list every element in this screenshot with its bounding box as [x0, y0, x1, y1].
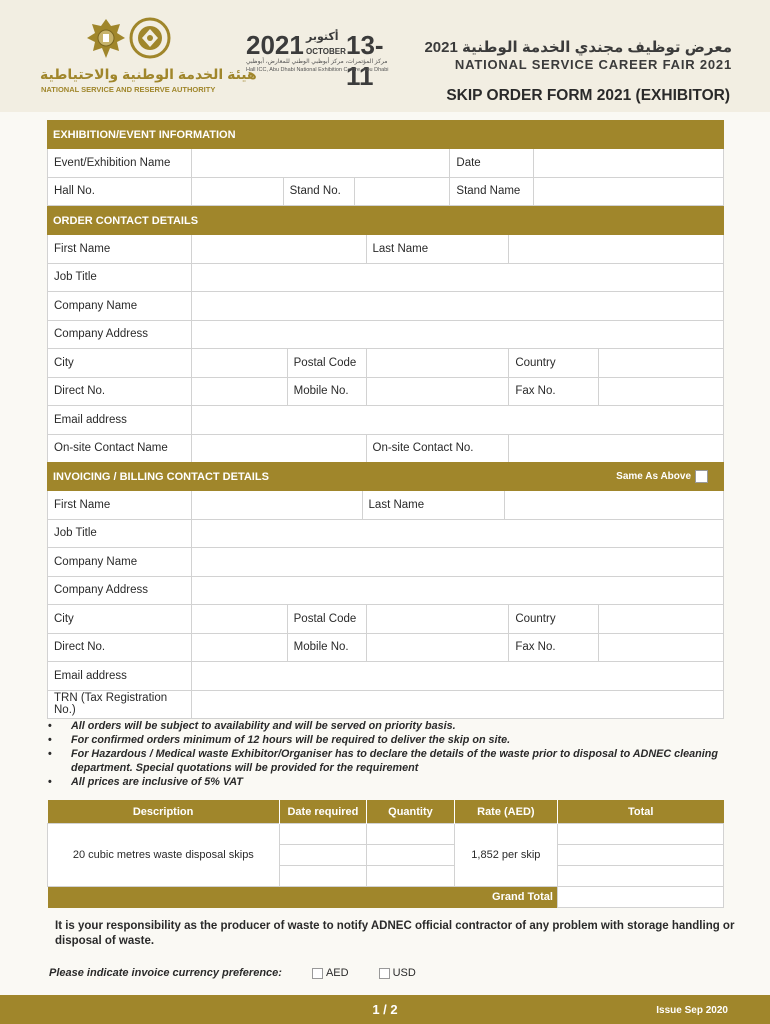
terms-item: • For confirmed orders minimum of 12 hours will be required to deliver the skip on site. [48, 733, 728, 747]
form-row [47, 235, 724, 264]
order-company-address-label: Company Address [54, 328, 148, 341]
form-row [47, 548, 724, 577]
order-country-label: Country [508, 349, 598, 377]
order-country-field[interactable] [598, 349, 724, 377]
order-section-title: ORDER CONTACT DETAILS [47, 206, 724, 235]
aed-label: AED [325, 967, 349, 979]
hall-no-label: Hall No. [54, 185, 95, 198]
billing-company-name-field[interactable] [191, 548, 724, 576]
currency-label: Please indicate invoice currency preference: [49, 967, 282, 979]
responsibility-notice: It is your responsibility as the producer of waste to notify ADNEC official contractor of any problem with storage handling or disposal of waste. [55, 920, 735, 947]
quantity-field[interactable] [367, 845, 455, 866]
stand-name-label: Stand Name [449, 178, 533, 206]
onsite-name-label: On-site Contact Name [54, 442, 168, 455]
form-row [47, 349, 724, 378]
form-row [47, 691, 724, 720]
billing-email-label: Email address [54, 669, 127, 682]
order-job-title-field[interactable] [191, 264, 724, 292]
billing-section-title: INVOICING / BILLING CONTACT DETAILS [53, 470, 269, 483]
page-footer [0, 995, 770, 1024]
uae-falcon-emblem-icon [84, 16, 128, 62]
col-rate: Rate (AED) [454, 800, 557, 824]
form-row [47, 435, 724, 464]
venue-arabic: مركز المؤتمرات، مركز أبوظبي الوطني للمعارض، أبوظبي [246, 59, 388, 65]
billing-postal-code-label: Postal Code [287, 605, 366, 633]
billing-country-field[interactable] [598, 605, 724, 633]
page-number: 1 / 2 [372, 1002, 398, 1017]
order-company-name-label: Company Name [54, 299, 138, 312]
onsite-name-field[interactable] [191, 435, 366, 463]
stand-name-field[interactable] [533, 178, 724, 206]
billing-company-address-field[interactable] [191, 577, 724, 605]
pricing-header-row [48, 800, 724, 824]
form-title: SKIP ORDER FORM 2021 (EXHIBITOR) [446, 87, 730, 104]
exhibition-section-title: EXHIBITION/EVENT INFORMATION [47, 120, 724, 149]
date-field[interactable] [533, 149, 724, 177]
quantity-field[interactable] [367, 824, 455, 845]
order-postal-code-field[interactable] [366, 349, 509, 377]
trn-field[interactable] [191, 691, 724, 719]
issue-date: Issue Sep 2020 [656, 1005, 728, 1016]
grand-total-label: Grand Total [48, 887, 558, 908]
total-field[interactable] [557, 824, 723, 845]
same-as-above-label: Same As Above [616, 471, 691, 482]
date-label: Date [449, 149, 533, 177]
authority-name-arabic: هيئة الخدمة الوطنية والاحتياطية [40, 66, 257, 82]
form-row [47, 634, 724, 663]
billing-city-field[interactable] [191, 605, 287, 633]
onsite-no-label: On-site Contact No. [366, 435, 509, 463]
order-city-field[interactable] [191, 349, 287, 377]
same-as-above-checkbox[interactable] [695, 470, 708, 483]
terms-item: • All prices are inclusive of 5% VAT [48, 775, 728, 789]
billing-job-title-field[interactable] [191, 520, 724, 548]
col-quantity: Quantity [367, 800, 455, 824]
aed-checkbox[interactable] [312, 968, 323, 979]
date-required-field[interactable] [279, 824, 367, 845]
terms-item: • All orders will be subject to availability and will be served on priority basis. [48, 719, 728, 733]
event-month-arabic: أكتوبر [306, 31, 339, 43]
col-description: Description [48, 800, 280, 824]
billing-fax-no-label: Fax No. [508, 634, 598, 662]
form-row [47, 662, 724, 691]
form-row [47, 178, 724, 207]
date-required-field[interactable] [279, 866, 367, 887]
order-first-name-field[interactable] [191, 235, 366, 263]
order-last-name-field[interactable] [508, 235, 724, 263]
terms-list [48, 719, 728, 789]
order-last-name-label: Last Name [366, 235, 509, 263]
order-mobile-no-label: Mobile No. [287, 378, 366, 406]
event-month-english: OCTOBER [306, 47, 346, 56]
order-fax-no-label: Fax No. [508, 378, 598, 406]
order-company-address-field[interactable] [191, 321, 724, 349]
col-total: Total [557, 800, 723, 824]
hall-no-field[interactable] [191, 178, 283, 206]
form-row [47, 577, 724, 606]
billing-section [47, 462, 724, 719]
billing-direct-no-field[interactable] [191, 634, 287, 662]
item-description: 20 cubic metres waste disposal skips [48, 824, 280, 887]
order-email-label: Email address [54, 413, 127, 426]
order-postal-code-label: Postal Code [287, 349, 366, 377]
billing-email-field[interactable] [191, 662, 724, 690]
fair-title-arabic: معرض توظيف مجندي الخدمة الوطنية 2021 [424, 39, 732, 56]
event-year: 2021 [246, 30, 304, 60]
form-row [47, 149, 724, 178]
form-row [47, 605, 724, 634]
order-job-title-label: Job Title [54, 271, 97, 284]
trn-label: TRN (Tax Registration No.) [54, 692, 168, 717]
currency-option-usd[interactable] [379, 967, 416, 979]
grand-total-row [48, 887, 724, 908]
order-company-name-field[interactable] [191, 292, 724, 320]
pricing-row [48, 824, 724, 845]
total-field[interactable] [557, 845, 723, 866]
exhibition-section [47, 120, 724, 463]
event-name-label: Event/Exhibition Name [54, 156, 171, 169]
billing-section-bar [47, 462, 724, 491]
terms-item: • For Hazardous / Medical waste Exhibitor/Organiser has to declare the details of the waste prior to disposal to ADNEC cleaning department. Special quotations will be provided for the requirement [48, 747, 728, 775]
grand-total-field[interactable] [557, 887, 723, 908]
form-row [47, 292, 724, 321]
billing-company-address-label: Company Address [54, 584, 148, 597]
form-row [47, 406, 724, 435]
fair-title-english: NATIONAL SERVICE CAREER FAIR 2021 [454, 57, 732, 72]
onsite-no-field[interactable] [508, 435, 724, 463]
order-email-field[interactable] [191, 406, 724, 434]
currency-preference [49, 967, 416, 979]
order-fax-no-field[interactable] [598, 378, 724, 406]
form-row [47, 520, 724, 549]
stand-no-field[interactable] [354, 178, 450, 206]
billing-direct-no-label: Direct No. [54, 641, 106, 654]
billing-last-name-label: Last Name [362, 491, 505, 519]
date-required-field[interactable] [279, 845, 367, 866]
form-row [47, 264, 724, 293]
currency-option-aed[interactable] [312, 967, 349, 979]
nsra-emblem-icon [128, 16, 172, 62]
order-direct-no-label: Direct No. [54, 385, 106, 398]
billing-job-title-label: Job Title [54, 527, 97, 540]
venue-english: Hall ICC, Abu Dhabi National Exhibition Centre, Abu Dhabi [246, 67, 389, 73]
billing-last-name-field[interactable] [504, 491, 724, 519]
item-rate: 1,852 per skip [454, 824, 557, 887]
billing-country-label: Country [508, 605, 598, 633]
event-name-field[interactable] [191, 149, 450, 177]
billing-city-label: City [54, 612, 74, 625]
billing-company-name-label: Company Name [54, 555, 138, 568]
pricing-table [47, 800, 724, 908]
order-city-label: City [54, 356, 74, 369]
billing-postal-code-field[interactable] [366, 605, 509, 633]
authority-name-english: NATIONAL SERVICE AND RESERVE AUTHORITY [41, 85, 216, 94]
billing-first-name-label: First Name [54, 498, 111, 511]
billing-fax-no-field[interactable] [598, 634, 724, 662]
form-row [47, 378, 724, 407]
order-first-name-label: First Name [54, 242, 111, 255]
billing-mobile-no-label: Mobile No. [287, 634, 366, 662]
usd-checkbox[interactable] [379, 968, 390, 979]
billing-first-name-field[interactable] [191, 491, 362, 519]
usd-label: USD [392, 967, 416, 979]
col-date-required: Date required [279, 800, 367, 824]
order-mobile-no-field[interactable] [366, 378, 509, 406]
billing-mobile-no-field[interactable] [366, 634, 509, 662]
form-row [47, 491, 724, 520]
quantity-field[interactable] [367, 866, 455, 887]
event-days: 13-11 [346, 30, 384, 91]
stand-no-label: Stand No. [283, 178, 354, 206]
order-direct-no-field[interactable] [191, 378, 287, 406]
total-field[interactable] [557, 866, 723, 887]
same-as-above-toggle[interactable] [616, 470, 708, 483]
form-row [47, 321, 724, 350]
